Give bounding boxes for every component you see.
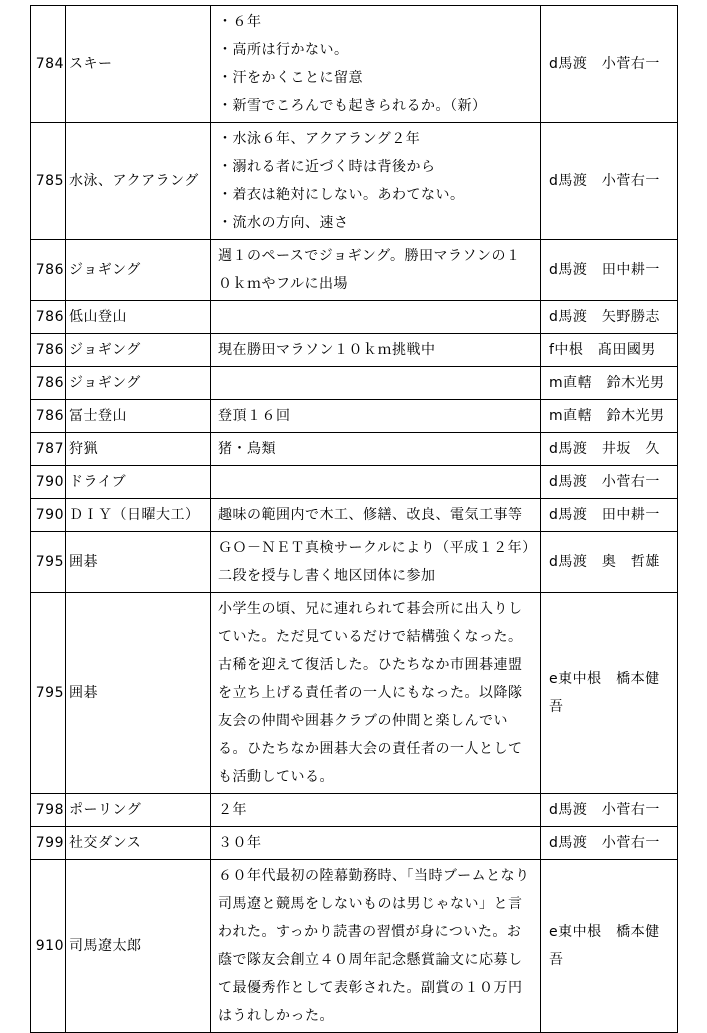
table-row bbox=[31, 466, 678, 499]
person-cell: d馬渡 小菅右一 bbox=[541, 827, 678, 860]
description-line: ・水泳６年、アクアラング２年 bbox=[218, 131, 421, 147]
hobby-cell: 囲碁 bbox=[66, 593, 211, 794]
person-cell: d馬渡 小菅右一 bbox=[541, 794, 678, 827]
hobby-cell: ジョギング bbox=[66, 240, 211, 301]
table-row bbox=[31, 499, 678, 532]
hobby-cell: ジョギング bbox=[66, 334, 211, 367]
person-cell: d馬渡 田中耕一 bbox=[541, 499, 678, 532]
description-line: ＧＯ－ＮＥＴ真検サークルにより（平成１２年）二段を授与し書く地区団体に参加 bbox=[218, 540, 530, 584]
person-cell: d馬渡 小菅右一 bbox=[541, 123, 678, 240]
row-id-cell: 798 bbox=[31, 794, 66, 827]
row-id-cell: 784 bbox=[31, 6, 66, 123]
hobby-cell: 冨士登山 bbox=[66, 400, 211, 433]
row-id-cell: 795 bbox=[31, 593, 66, 794]
table-row bbox=[31, 593, 678, 794]
row-id-cell: 790 bbox=[31, 499, 66, 532]
table-row bbox=[31, 400, 678, 433]
hobby-cell: 水泳、アクアラング bbox=[66, 123, 211, 240]
row-id-cell: 790 bbox=[31, 466, 66, 499]
table-row bbox=[31, 301, 678, 334]
hobby-cell: ドライブ bbox=[66, 466, 211, 499]
person-cell: e東中根 橋本健吾 bbox=[541, 860, 678, 1033]
description-line: ３０年 bbox=[218, 835, 262, 851]
person-cell: d馬渡 小菅右一 bbox=[541, 466, 678, 499]
description-line: ・６年 bbox=[218, 14, 262, 30]
hobby-cell: 社交ダンス bbox=[66, 827, 211, 860]
person-cell: m直轄 鈴木光男 bbox=[541, 400, 678, 433]
description-cell bbox=[211, 466, 541, 499]
person-cell: d馬渡 小菅右一 bbox=[541, 6, 678, 123]
description-line: ６０年代最初の陸幕勤務時、「当時ブームとなり司馬遼と競馬をしないものは男じゃない」と言われた。すっかり読書の習慣が身についた。お蔭で隊友会創立４０周年記念懸賞論文に応募して最優秀作として表彰された。副賞の１０万円はうれしかった。 bbox=[218, 868, 530, 1024]
description-line: ・溺れる者に近づく時は背後から bbox=[218, 159, 436, 175]
person-cell: e東中根 橋本健吾 bbox=[541, 593, 678, 794]
description-cell bbox=[211, 334, 541, 367]
hobby-cell: ジョギング bbox=[66, 367, 211, 400]
table-row bbox=[31, 6, 678, 123]
row-id-cell: 786 bbox=[31, 334, 66, 367]
table-body bbox=[31, 6, 678, 1033]
description-cell bbox=[211, 827, 541, 860]
description-line: ・流水の方向、速さ bbox=[218, 215, 349, 231]
hobby-cell: スキー bbox=[66, 6, 211, 123]
description-line: 猪・鳥類 bbox=[218, 441, 276, 457]
row-id-cell: 799 bbox=[31, 827, 66, 860]
description-line: 登頂１６回 bbox=[218, 408, 291, 424]
table-row bbox=[31, 794, 678, 827]
description-cell bbox=[211, 123, 541, 240]
person-cell: d馬渡 井坂 久 bbox=[541, 433, 678, 466]
person-cell: m直轄 鈴木光男 bbox=[541, 367, 678, 400]
description-line: ２年 bbox=[218, 802, 247, 818]
table-row bbox=[31, 860, 678, 1033]
table-row bbox=[31, 240, 678, 301]
hobby-cell: 狩猟 bbox=[66, 433, 211, 466]
description-line: 週１のペースでジョギング。勝田マラソンの１０ｋｍやフルに出場 bbox=[218, 248, 521, 292]
description-line: 小学生の頃、兄に連れられて碁会所に出入りしていた。ただ見ているだけで結構強くなった。古稀を迎えて復活した。ひたちなか市囲碁連盟を立ち上げる責任者の一人にもなった。以降隊友会の仲間や囲碁クラブの仲間と楽しんでいる。ひたちなか囲碁大会の責任者の一人としても活動している。 bbox=[218, 601, 523, 785]
description-cell bbox=[211, 367, 541, 400]
person-cell: d馬渡 矢野勝志 bbox=[541, 301, 678, 334]
description-line: 現在勝田マラソン１０ｋｍ挑戦中 bbox=[218, 342, 436, 358]
table-row bbox=[31, 367, 678, 400]
row-id-cell: 786 bbox=[31, 400, 66, 433]
description-line: 趣味の範囲内で木工、修繕、改良、電気工事等 bbox=[218, 507, 523, 523]
row-id-cell: 785 bbox=[31, 123, 66, 240]
table-row bbox=[31, 532, 678, 593]
table-row bbox=[31, 433, 678, 466]
description-line: ・着衣は絶対にしない。あわてない。 bbox=[218, 187, 465, 203]
hobby-cell: ポーリング bbox=[66, 794, 211, 827]
table-row bbox=[31, 123, 678, 240]
description-line: ・高所は行かない。 bbox=[218, 42, 349, 58]
description-cell bbox=[211, 532, 541, 593]
hobby-cell: ＤＩＹ（日曜大工） bbox=[66, 499, 211, 532]
description-cell bbox=[211, 301, 541, 334]
hobby-cell: 囲碁 bbox=[66, 532, 211, 593]
description-cell bbox=[211, 499, 541, 532]
hobby-cell: 低山登山 bbox=[66, 301, 211, 334]
row-id-cell: 787 bbox=[31, 433, 66, 466]
description-cell bbox=[211, 400, 541, 433]
description-cell bbox=[211, 6, 541, 123]
person-cell: d馬渡 田中耕一 bbox=[541, 240, 678, 301]
person-cell: d馬渡 奥 哲雄 bbox=[541, 532, 678, 593]
row-id-cell: 786 bbox=[31, 240, 66, 301]
table-row bbox=[31, 827, 678, 860]
description-cell bbox=[211, 433, 541, 466]
hobby-cell: 司馬遼太郎 bbox=[66, 860, 211, 1033]
description-line: ・新雪でころんでも起きられるか。（新） bbox=[218, 98, 487, 114]
description-cell bbox=[211, 593, 541, 794]
row-id-cell: 786 bbox=[31, 367, 66, 400]
hobby-roster-table bbox=[30, 5, 678, 1033]
person-cell: f中根 髙田國男 bbox=[541, 334, 678, 367]
description-cell bbox=[211, 860, 541, 1033]
table-row bbox=[31, 334, 678, 367]
row-id-cell: 795 bbox=[31, 532, 66, 593]
description-line: ・汗をかくことに留意 bbox=[218, 70, 363, 86]
description-cell bbox=[211, 794, 541, 827]
row-id-cell: 786 bbox=[31, 301, 66, 334]
description-cell bbox=[211, 240, 541, 301]
row-id-cell: 910 bbox=[31, 860, 66, 1033]
